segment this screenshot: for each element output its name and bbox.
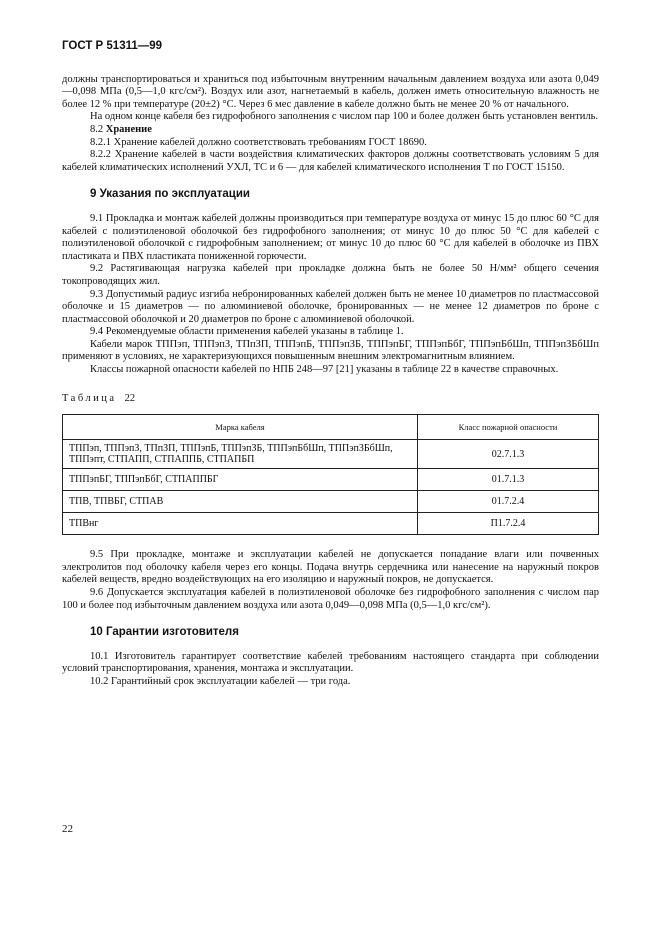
paragraph-valve: На одном конце кабеля без гидрофобного заполнения с числом пар 100 и более должен быть установлен вентиль.: [90, 111, 599, 123]
paragraph-9-6: 9.6 Допускается эксплуатация кабелей в полиэтиленовой оболочке без гидрофобного заполнения с числом пар 100 и более под избыточным давлением воздуха или азота 0,049—0,098 МПа (0,5—1,0 кгс/см²).: [62, 587, 599, 611]
paragraph-9-4: 9.4 Рекомендуемые области применения кабелей указаны в таблице 1.: [90, 326, 404, 338]
header-fire-class: Класс пожарной опасности: [418, 415, 599, 440]
cell-fire-class: 01.7.2.4: [418, 491, 599, 513]
section-10-title: 10 Гарантии изготовителя: [90, 626, 239, 639]
paragraph-8-2-1: 8.2.1 Хранение кабелей должно соответствовать требованиям ГОСТ 18690.: [90, 136, 427, 148]
cell-cable-brand: ТПВ, ТПВБГ, СТПАВ: [63, 491, 418, 513]
header-cable-brand: Марка кабеля: [63, 415, 418, 440]
cell-fire-class: 02.7.1.3: [418, 440, 599, 469]
table-caption-number: 22: [124, 392, 136, 404]
paragraph-10-1: 10.1 Изготовитель гарантирует соответствие кабелей требованиям настоящего стандарта при соблюдении условий транспортирования, хранения, монтажа и эксплуатации.: [62, 650, 599, 675]
page-number: 22: [62, 823, 73, 835]
cell-cable-brand: ТПВнг: [63, 513, 418, 535]
table-row: [63, 513, 599, 535]
cell-fire-class: П1.7.2.4: [418, 513, 599, 535]
table-row: [63, 440, 599, 469]
subsection-title: Хранение: [105, 123, 152, 135]
section-9-title: 9 Указания по эксплуатации: [90, 188, 250, 201]
subsection-number: 8.2: [90, 123, 104, 135]
cell-fire-class: 01.7.1.3: [418, 469, 599, 491]
fire-class-table: [62, 414, 599, 535]
table-caption-word: Таблица: [62, 392, 117, 404]
table-header-row: [63, 415, 599, 440]
paragraph-9-3: 9.3 Допустимый радиус изгиба небронированных кабелей должен быть не менее 10 диаметров по пластмассовой оболочке и 15 диаметров — по алюминиевой оболочке, бронированных — не менее 12 диаметров по броне с пластмассовой оболочкой и 20 диаметров по броне с алюминиевой оболочкой.: [62, 288, 599, 325]
document-header: ГОСТ Р 51311—99: [62, 40, 163, 52]
table-row: [63, 491, 599, 513]
paragraph-9-2: 9.2 Растягивающая нагрузка кабелей при прокладке должна быть не более 50 Н/мм² общего сечения токопроводящих жил.: [62, 263, 599, 287]
paragraph-cable-brands: Кабели марок ТППэп, ТППэпЗ, ТПпЗП, ТППэпБ, ТППэпЗБ, ТППэпБГ, ТППэпБбГ, ТППэпБбШп, ТППэпЗБбШп применяют в условиях, не характеризующихся повышенным внешним электромагнитным влиянием.: [62, 338, 599, 363]
paragraph-9-5: 9.5 При прокладке, монтаже и эксплуатации кабелей не допускается попадание влаги или почвенных электролитов под оболочку кабеля через его концы. Подача внутрь сердечника или нанесение на наружный покров кабелей веществ, вредно воздействующих на его изоляцию и наружный покров, не допускается.: [62, 549, 599, 586]
cell-cable-brand: ТППэп, ТППэпЗ, ТПпЗП, ТППэпБ, ТППэпЗБ, ТППэпБбШп, ТППэпЗБбШп, ТППэпт, СТПАПП, СТПАППБ, СТПАПБП: [63, 440, 418, 469]
table-caption: [62, 393, 599, 406]
paragraph-10-2: 10.2 Гарантийный срок эксплуатации кабелей — три года.: [90, 676, 351, 687]
paragraph-fire-classes: Классы пожарной опасности кабелей по НПБ 248—97 [21] указаны в таблице 22 в качестве справочных.: [90, 364, 559, 376]
paragraph-transport-pressure: должны транспортироваться и храниться под избыточным внутренним начальным давлением воздуха или азота 0,049—0,098 МПа (0,5—1,0 кгс/см²). Воздух или азот, нагнетаемый в кабель, должен иметь относительную влажность не более 12 % при температуре (20±2) °С. Через 6 мес давление в кабеле должно быть не менее 20 % от начального.: [62, 73, 599, 110]
paragraph-9-1: 9.1 Прокладка и монтаж кабелей должны производиться при температуре воздуха от минус 15 до плюс 60 °С для кабелей с полиэтиленовой оболочкой без гидрофобного заполнения; от минус 10 до плюс 50 °С для кабелей с полиэтиленовой оболочкой с гидрофобным заполнением; от минус 10 до плюс 60 °С для кабелей в оболочке из ПВХ пластиката и ПВХ пластиката пониженной горючести.: [62, 212, 599, 262]
paragraph-8-2-2: 8.2.2 Хранение кабелей в части воздействия климатических факторов должны соответствовать условиям 5 для кабелей климатических исполнений УХЛ, ТС и 6 — для кабелей климатического исполнения Т по ГОСТ 15150.: [62, 149, 599, 173]
table-row: [63, 469, 599, 491]
cell-cable-brand: ТППэпБГ, ТППэпБбГ, СТПАППБГ: [63, 469, 418, 491]
subsection-8-2-heading: [62, 124, 599, 137]
